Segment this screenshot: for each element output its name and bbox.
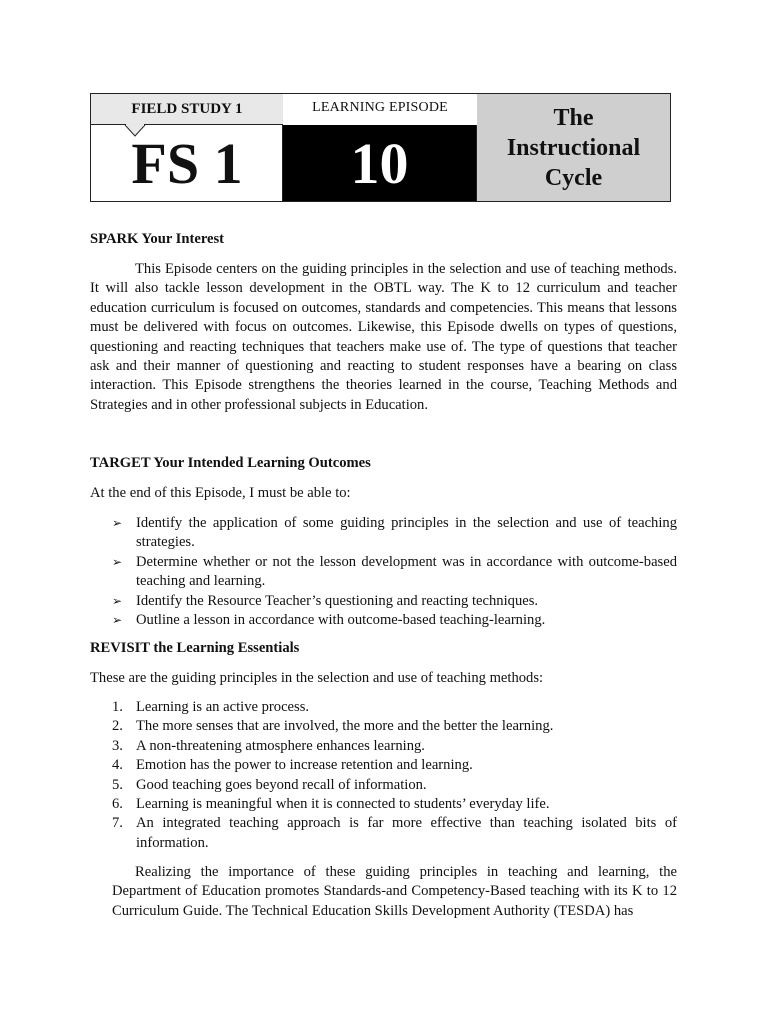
episode-title-cell bbox=[477, 94, 670, 201]
list-item: ➢ Identify the application of some guiding principles in the selection and use of teaching strategies. bbox=[112, 515, 677, 551]
target-intro: At the end of this Episode, I must be able to: bbox=[90, 485, 351, 501]
list-item: ➢ Identify the Resource Teacher’s questioning and reacting techniques. bbox=[112, 592, 677, 611]
learning-episode-label: LEARNING EPISODE bbox=[283, 94, 477, 125]
learning-episode-cell bbox=[283, 94, 477, 201]
spark-paragraph: This Episode centers on the guiding principles in the selection and use of teaching methods. It will also tackle lesson development in the OBTL way. The K to 12 curriculum and teacher education curriculum is focused on outcomes, standards and competencies. This means that lessons must be delivered with focus on outcomes. Likewise, this Episode dwells on types of questions, questioning and reacting techniques that teachers make use of. The type of questions that teacher ask and their manner of questioning and reacting to student responses have a bearing on class interaction. This Episode strengthens the theories learned in the course, Teaching Methods and Strategies and in other professional subjects in Education. bbox=[90, 261, 677, 413]
field-study-label: FIELD STUDY 1 bbox=[91, 94, 283, 125]
list-item: 3. A non-threatening atmosphere enhances learning. bbox=[112, 737, 425, 754]
arrow-bullet-icon: ➢ bbox=[112, 613, 123, 628]
field-study-cell bbox=[91, 94, 283, 201]
episode-number: 10 bbox=[350, 131, 409, 196]
episode-title: The Instructional Cycle bbox=[506, 104, 641, 191]
revisit-heading: REVISIT the Learning Essentials bbox=[90, 640, 300, 656]
spark-heading: SPARK Your Interest bbox=[90, 231, 225, 247]
arrow-bullet-icon: ➢ bbox=[112, 516, 123, 530]
list-item: 5. Good teaching goes beyond recall of information. bbox=[112, 776, 427, 793]
closing-paragraph: Realizing the importance of these guiding principles in teaching and learning, the Department of Education promotes Standards-and Competency-Based teaching with its K to 12 Curriculum Guide. The Technical Education Skills Development Authority (TESDA) has bbox=[112, 864, 677, 919]
outcomes-list bbox=[112, 514, 677, 630]
list-item: 4. Emotion has the power to increase retention and learning. bbox=[112, 757, 473, 774]
arrow-bullet-icon: ➢ bbox=[112, 554, 123, 569]
revisit-intro: These are the guiding principles in the selection and use of teaching methods: bbox=[90, 670, 544, 686]
arrow-bullet-icon: ➢ bbox=[112, 593, 123, 608]
list-item: 2. The more senses that are involved, the more and the better the learning. bbox=[112, 718, 554, 735]
fs-code: FS 1 bbox=[131, 131, 243, 196]
list-item: 6. Learning is meaningful when it is connected to students’ everyday life. bbox=[112, 796, 550, 813]
principles-list bbox=[112, 698, 677, 853]
target-heading: TARGET Your Intended Learning Outcomes bbox=[90, 455, 371, 471]
list-item: 7. An integrated teaching approach is far more effective than teaching isolated bits of information. bbox=[112, 815, 677, 851]
list-item: ➢ Outline a lesson in accordance with outcome-based teaching-learning. bbox=[112, 611, 677, 630]
episode-header bbox=[90, 93, 671, 202]
list-item: ➢ Determine whether or not the lesson development was in accordance with outcome-based teaching and learning. bbox=[112, 553, 677, 590]
list-item: 1. Learning is an active process. bbox=[112, 699, 310, 715]
